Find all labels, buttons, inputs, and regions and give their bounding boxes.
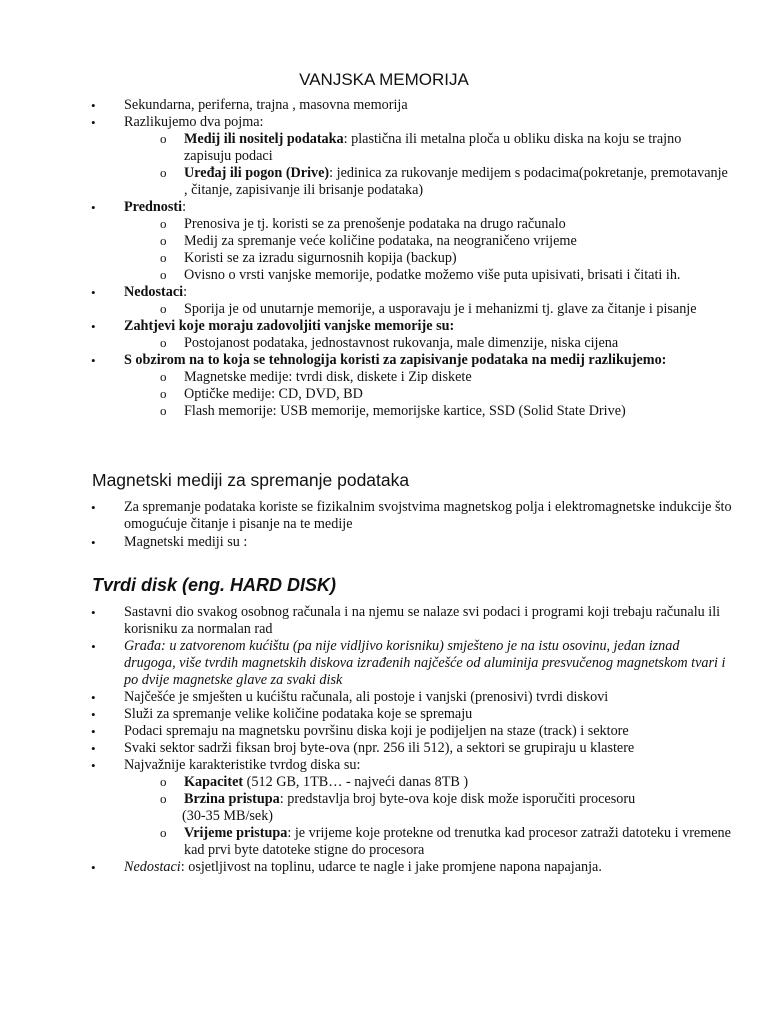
- sub-list-item: o Uređaj ili pogon (Drive): jedinica za rukovanje medijem s podacima(pokretanje, premotavanje , čitanje, zapisivanje ili brisanje podataka): [124, 165, 732, 199]
- sub-list-item: o Sporija je od unutarnje memorije, a usporavaju je i mehanizmi tj. glave za čitanje i pisanje: [124, 301, 732, 318]
- list-item: • Služi za spremanje velike količine podataka koje se spremaju: [92, 706, 732, 723]
- list-item: • Sekundarna, periferna, trajna , masovna memorija: [92, 97, 732, 114]
- list-item: • Podaci spremaju na magnetsku površinu diska koji je podijeljen na staze (track) i sektore: [92, 723, 732, 740]
- section-1-list: [92, 97, 732, 420]
- list-item: • Za spremanje podataka koriste se fizikalnim svojstvima magnetskog polja i elektromagnetske indukcije što omogućuje čitanje i pisanje na te medije: [92, 499, 732, 533]
- sub-list-item: o Postojanost podataka, jednostavnost rukovanja, male dimenzije, niska cijena: [124, 335, 732, 352]
- list-item: • Zahtjevi koje moraju zadovoljiti vanjske memorije su: o Postojanost podataka, jednostavnost rukovanja, male dimenzije, niska cijena: [92, 318, 732, 352]
- sub-list-item: o Ovisno o vrsti vanjske memorije, podatke možemo više puta upisivati, brisati i čitati ih.: [124, 267, 732, 284]
- sub-list-item: o Medij za spremanje veće količine podataka, na neograničeno vrijeme: [124, 233, 732, 250]
- section-3-list: [92, 604, 732, 876]
- list-item: • Razlikujemo dva pojma: o Medij ili nositelj podataka: plastična ili metalna ploča u obliku diska na koju se trajno zapisuju podaci o Uređaj ili pogon (Drive): jedinica za rukovanje medijem s podacima(pokretanje, premotavanje , čitanje, zapisivanje ili brisanje podataka): [92, 114, 732, 199]
- sub-list-item: o Medij ili nositelj podataka: plastična ili metalna ploča u obliku diska na koju se trajno zapisuju podaci: [124, 131, 732, 165]
- list-item: • Najvažnije karakteristike tvrdog diska su: o Kapacitet (512 GB, 1TB… - najveći danas 8TB ) o Brzina pristupa: predstavlja broj byte-ova koje disk može isporučiti procesoru (30-35 MB/sek) o Vrijeme pristupa: je vrijeme koje protekne od trenutka kad procesor zatraži datoteku i vremene kad prvi byte datoteke stigne do procesora: [92, 757, 732, 859]
- sub-list-item: o Kapacitet (512 GB, 1TB… - najveći danas 8TB ): [124, 774, 732, 791]
- sub-list-continuation: (30-35 MB/sek): [182, 808, 274, 824]
- list-item: • Nedostaci: osjetljivost na toplinu, udarce te nagle i jake promjene napona napajanja.: [92, 859, 732, 876]
- section-heading-magnetic: Magnetski mediji za spremanje podataka: [92, 470, 410, 490]
- list-item: • S obzirom na to koja se tehnologija koristi za zapisivanje podataka na medij razlikujemo: o Magnetske medije: tvrdi disk, diskete i Zip diskete o Optičke medije: CD, DVD, BD o Flash memorije: USB memorije, memorijske kartice, SSD (Solid State Drive): [92, 352, 732, 420]
- section-2-list: [92, 499, 732, 551]
- section-heading-hard-disk: Tvrdi disk (eng. HARD DISK): [92, 575, 337, 595]
- sub-list-item: o Vrijeme pristupa: je vrijeme koje protekne od trenutka kad procesor zatraži datoteku i vremene kad prvi byte datoteke stigne do procesora: [124, 825, 732, 859]
- list-item: • Magnetski mediji su :: [92, 534, 732, 551]
- sub-list-item: o Flash memorije: USB memorije, memorijske kartice, SSD (Solid State Drive): [124, 403, 732, 420]
- sub-list-item: o Brzina pristupa: predstavlja broj byte-ova koje disk može isporučiti procesoru (30-35 MB/sek): [124, 791, 732, 825]
- list-item: • Nedostaci: o Sporija je od unutarnje memorije, a usporavaju je i mehanizmi tj. glave za čitanje i pisanje: [92, 284, 732, 318]
- sub-list-item: o Koristi se za izradu sigurnosnih kopija (backup): [124, 250, 732, 267]
- list-item: • Najčešće je smješten u kućištu računala, ali postoje i vanjski (prenosivi) tvrdi diskovi: [92, 689, 732, 706]
- list-item: • Prednosti: o Prenosiva je tj. koristi se za prenošenje podataka na drugo računalo o Medij za spremanje veće količine podataka, na neograničeno vrijeme o Koristi se za izradu sigurnosnih kopija (backup) o Ovisno o vrsti vanjske memorije, podatke možemo više puta upisivati, brisati i čitati ih.: [92, 199, 732, 284]
- document-title: VANJSKA MEMORIJA: [299, 70, 469, 89]
- sub-list-item: o Prenosiva je tj. koristi se za prenošenje podataka na drugo računalo: [124, 216, 732, 233]
- list-item: • Svaki sektor sadrži fiksan broj byte-ova (npr. 256 ili 512), a sektori se grupiraju u klastere: [92, 740, 732, 757]
- sub-list-item: o Magnetske medije: tvrdi disk, diskete i Zip diskete: [124, 369, 732, 386]
- list-item: • Građa: u zatvorenom kućištu (pa nije vidljivo korisniku) smješteno je na istu osovinu, jedan iznad drugoga, više tvrdih magnetskih diskova izrađenih najčešće od aluminija presvučenog magnetskom tvari i po dvije magnetske glave za svaki disk: [92, 638, 732, 689]
- list-item: • Sastavni dio svakog osobnog računala i na njemu se nalaze svi podaci i programi koji trebaju računalu ili korisniku za normalan rad: [92, 604, 732, 638]
- sub-list-item: o Optičke medije: CD, DVD, BD: [124, 386, 732, 403]
